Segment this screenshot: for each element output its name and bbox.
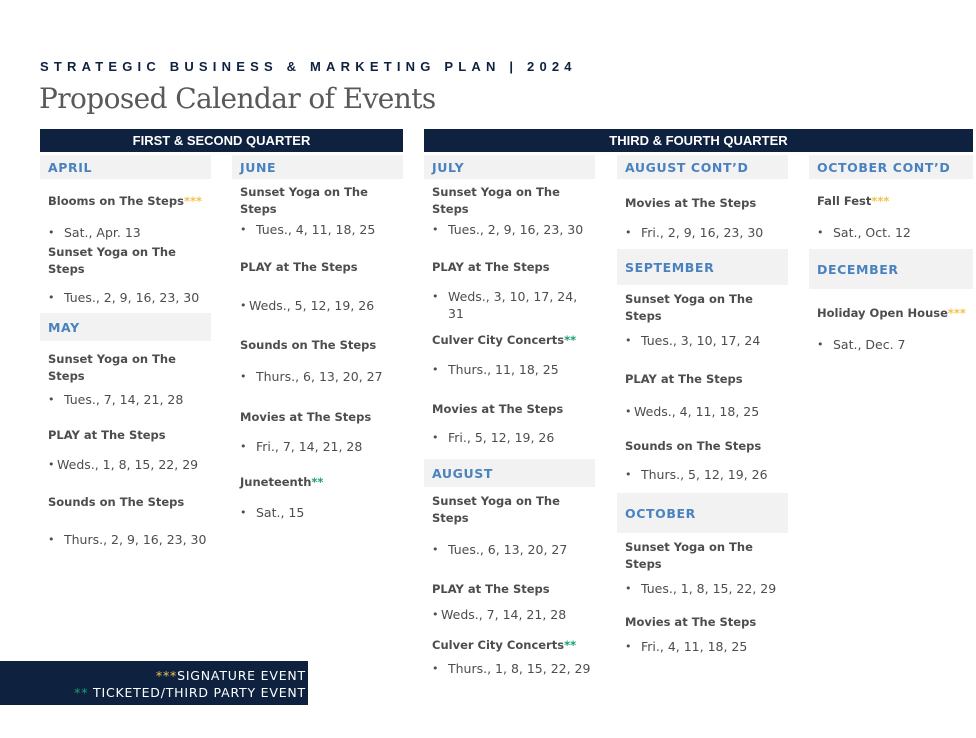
event-dates: • Weds., 7, 14, 21, 28 — [424, 606, 595, 624]
event-dates: • Tues., 1, 8, 15, 22, 29 — [617, 580, 788, 598]
third-fourth-quarter-header: THIRD & FOURTH QUARTER — [424, 129, 973, 152]
event-title: Sunset Yoga on The Steps — [432, 185, 560, 216]
event-title: PLAY at The Steps — [625, 372, 743, 386]
event-title: PLAY at The Steps — [432, 260, 550, 274]
event-dates: • Thurs., 11, 18, 25 — [424, 361, 595, 379]
column-june — [232, 155, 403, 522]
ticketed-marker: ** — [564, 333, 577, 347]
event-dates: • Tues., 6, 13, 20, 27 — [424, 541, 595, 559]
event-title: Culver City Concerts** — [432, 333, 577, 347]
event-dates: • Fri., 2, 9, 16, 23, 30 — [617, 224, 788, 242]
event-title: Movies at The Steps — [240, 410, 372, 424]
signature-marker: *** — [871, 194, 890, 208]
event-title: PLAY at The Steps — [432, 582, 550, 596]
document-kicker: STRATEGIC BUSINESS & MARKETING PLAN | 2024 — [40, 59, 577, 74]
event-dates: • Weds., 1, 8, 15, 22, 29 — [40, 456, 211, 474]
event-title: Movies at The Steps — [625, 615, 757, 629]
event-dates: • Tues., 7, 14, 21, 28 — [40, 391, 211, 409]
month-header-october: OCTOBER — [617, 493, 788, 533]
event-dates: • Fri., 4, 11, 18, 25 — [617, 638, 788, 656]
ticketed-marker: ** — [564, 638, 577, 652]
event-dates: • Fri., 5, 12, 19, 26 — [424, 429, 595, 447]
column-april-may — [40, 155, 211, 549]
event-title: PLAY at The Steps — [240, 260, 358, 274]
legend-ticketed: ** TICKETED/THIRD PARTY EVENT — [74, 685, 306, 700]
month-header-october-contd: OCTOBER CONT’D — [809, 155, 973, 179]
month-header-may: MAY — [40, 313, 211, 341]
event-dates: • Thurs., 6, 13, 20, 27 — [232, 368, 403, 386]
event-title: Movies at The Steps — [432, 402, 564, 416]
event-dates: • Thurs., 5, 12, 19, 26 — [617, 466, 788, 484]
event-dates: • Weds., 4, 11, 18, 25 — [617, 403, 788, 421]
event-title: Sunset Yoga on The Steps — [625, 540, 753, 571]
event-title: Culver City Concerts** — [432, 638, 577, 652]
event-title: Fall Fest*** — [817, 194, 890, 208]
event-title: Sunset Yoga on The Steps — [625, 292, 753, 323]
event-dates: • Sat., Oct. 12 — [809, 224, 973, 242]
event-dates: • Sat., Apr. 13 — [40, 224, 211, 242]
column-october-december — [809, 155, 973, 354]
event-title: Sunset Yoga on The Steps — [48, 245, 176, 276]
month-header-april: APRIL — [40, 155, 211, 179]
first-second-quarter-header: FIRST & SECOND QUARTER — [40, 129, 403, 152]
month-header-august-contd: AUGUST CONT’D — [617, 155, 788, 179]
event-dates: • Thurs., 1, 8, 15, 22, 29 — [424, 660, 595, 678]
event-dates: • Tues., 3, 10, 17, 24 — [617, 332, 788, 350]
month-header-august: AUGUST — [424, 459, 595, 487]
event-dates: • Weds., 3, 10, 17, 24, 31 — [424, 288, 595, 322]
ticketed-marker: ** — [311, 475, 324, 489]
event-title: Sounds on The Steps — [240, 338, 377, 352]
event-dates: • Thurs., 2, 9, 16, 23, 30 — [40, 531, 211, 549]
event-title: Blooms on The Steps*** — [48, 194, 202, 208]
month-header-july: JULY — [424, 155, 595, 179]
event-dates: • Tues., 2, 9, 16, 23, 30 — [424, 221, 595, 239]
event-title: Juneteenth** — [240, 475, 324, 489]
event-dates: • Sat., 15 — [232, 504, 403, 522]
event-dates: • Sat., Dec. 7 — [809, 336, 973, 354]
event-dates: • Fri., 7, 14, 21, 28 — [232, 438, 403, 456]
signature-marker: *** — [183, 194, 202, 208]
legend-signature: ***SIGNATURE EVENT — [155, 668, 306, 683]
event-title: Sunset Yoga on The Steps — [240, 185, 368, 216]
month-header-september: SEPTEMBER — [617, 249, 788, 285]
column-july-august — [424, 155, 595, 678]
event-dates: • Tues., 2, 9, 16, 23, 30 — [40, 289, 211, 307]
event-title: PLAY at The Steps — [48, 428, 166, 442]
event-dates: • Weds., 5, 12, 19, 26 — [232, 297, 403, 315]
event-title: Sounds on The Steps — [48, 495, 185, 509]
event-title: Sunset Yoga on The Steps — [432, 494, 560, 525]
event-dates: • Tues., 4, 11, 18, 25 — [232, 221, 403, 239]
event-legend — [0, 661, 308, 705]
month-header-december: DECEMBER — [809, 249, 973, 289]
month-header-june: JUNE — [232, 155, 403, 179]
event-title: Movies at The Steps — [625, 196, 757, 210]
event-title: Sounds on The Steps — [625, 439, 762, 453]
signature-marker: *** — [947, 306, 966, 320]
column-august-september-october — [617, 155, 788, 656]
event-title: Sunset Yoga on The Steps — [48, 352, 176, 383]
page-title: Proposed Calendar of Events — [39, 82, 436, 115]
event-title: Holiday Open House*** — [817, 306, 966, 320]
